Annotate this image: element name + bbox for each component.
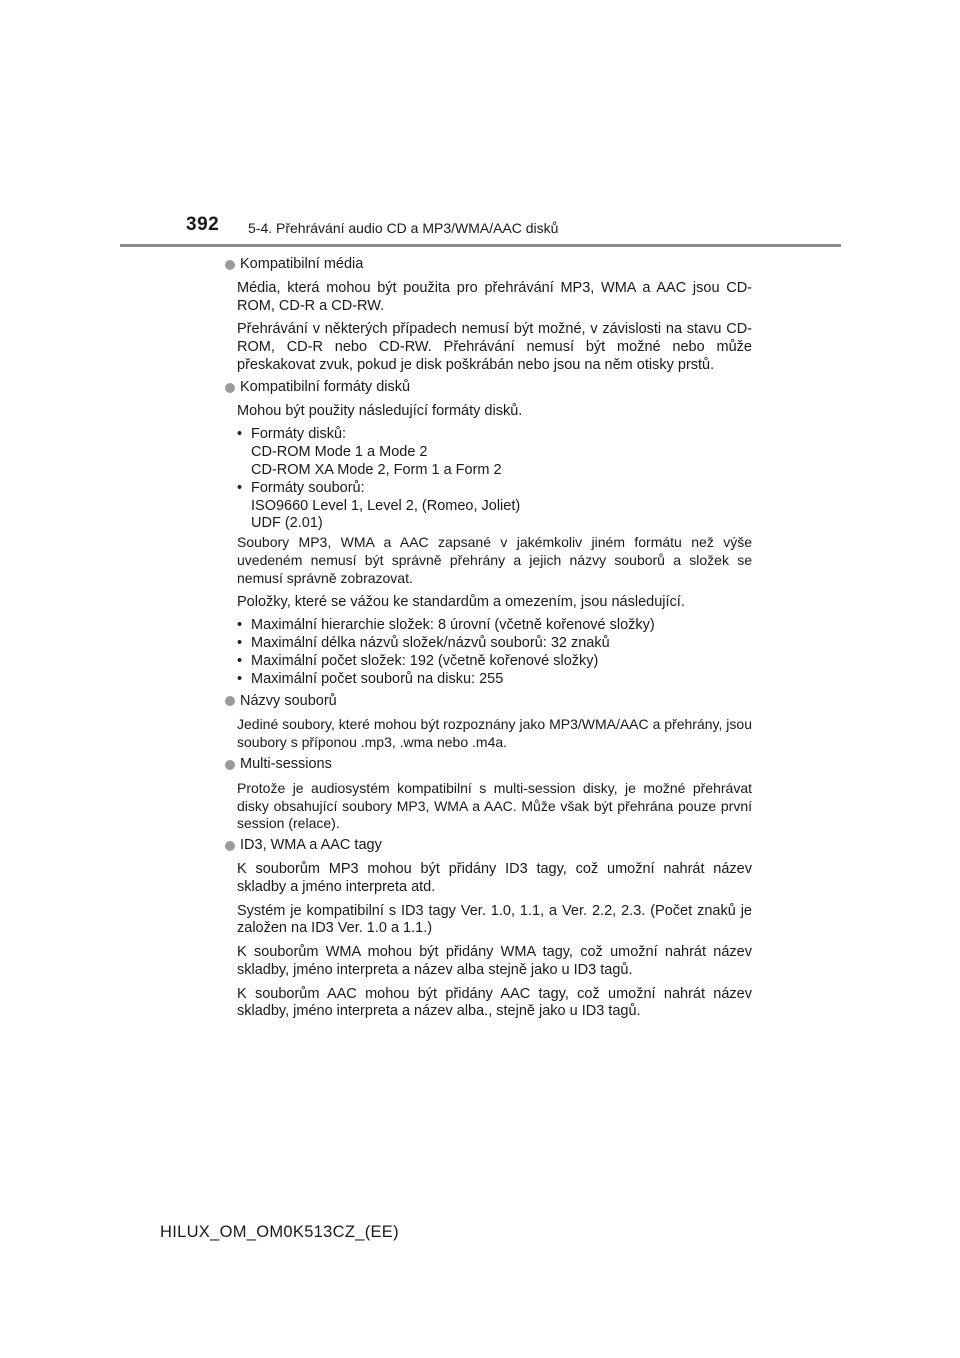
list-item-label: • Formáty disků: [251,426,347,443]
limits-list [237,617,752,688]
list-item: • Maximální počet složek: 192 (včetně kořenové složky) [237,653,752,671]
paragraph: Jediné soubory, které mohou být rozpoznány jako MP3/WMA/AAC a přehrány, jsou soubory s příponou .mp3, .wma nebo .m4a. [237,716,752,751]
section-title: 5-4. Přehrávání audio CD a MP3/WMA/AAC disků [248,220,559,236]
paragraph: Soubory MP3, WMA a AAC zapsané v jakémkoliv jiném formátu než výše uvedeném nemusí být správně přehrány a jejich názvy souborů a složek se nemusí správně zobrazovat. [237,534,752,586]
page-number: 392 [186,214,220,235]
bullet-icon [225,841,235,851]
section-heading: Multi-sessions [240,755,332,772]
page-content [224,254,752,1025]
paragraph: Položky, které se vážou ke standardům a omezením, jsou následující. [237,593,685,610]
bullet-icon [225,383,235,393]
bullet-icon [225,260,235,270]
header-rule [120,244,841,247]
section-file-names [224,693,752,752]
format-list [237,426,752,533]
paragraph: K souborům WMA mohou být přidány WMA tagy, což umožní nahrát název skladby, jméno interpreta a název alba stejně jako u ID3 tagů. [237,944,752,978]
section-heading: Kompatibilní formáty disků [240,378,411,395]
paragraph: K souborům MP3 mohou být přidány ID3 tagy, což umožní nahrát název skladby a jméno interpreta atd. [237,860,752,895]
list-item: • Maximální počet souborů na disku: 255 [237,671,752,689]
bullet-icon [225,696,235,706]
section-heading: Kompatibilní média [240,256,364,272]
section-tags [224,837,752,1021]
list-item: • Maximální délka názvů složek/názvů souborů: 32 znaků [237,635,752,653]
paragraph: Média, která mohou být použita pro přehrávání MP3, WMA a AAC jsou CD-ROM, CD-R a CD-RW. [237,279,752,314]
paragraph: Systém je kompatibilní s ID3 tagy Ver. 1.0, 1.1, a Ver. 2.2, 2.3. (Počet znaků je založen na ID3 Ver. 1.0 a 1.1.) [237,902,752,937]
paragraph: Mohou být použity následující formáty disků. [237,402,523,419]
section-compatible-formats [224,379,752,689]
section-compatible-media [224,256,752,375]
paragraph: Protože je audiosystém kompatibilní s multi-session disky, je možné přehrávat disky obsahující soubory MP3, WMA a AAC. Může však být přehrána pouze první session (relace). [237,779,752,832]
list-item-detail: CD-ROM Mode 1 a Mode 2 [251,444,428,461]
footer-manual-code: HILUX_OM_OM0K513CZ_(EE) [160,1223,399,1241]
paragraph: Přehrávání v některých případech nemusí být možné, v závislosti na stavu CD-ROM, CD-R nebo CD-RW. Přehrávání nemusí být možné nebo může přeskakovat zvuk, pokud je disk poškrábán nebo jsou na něm otisky prstů. [237,321,752,373]
bullet-icon [225,760,235,770]
section-heading: ID3, WMA a AAC tagy [240,837,382,854]
list-item [237,480,752,533]
list-item [237,426,752,479]
section-multi-sessions [224,756,752,833]
list-item-detail: CD-ROM XA Mode 2, Form 1 a Form 2 [251,461,502,478]
list-item-detail: UDF (2.01) [251,515,323,532]
list-item: • Maximální hierarchie složek: 8 úrovní (včetně kořenové složky) [237,617,752,635]
paragraph: K souborům AAC mohou být přidány AAC tagy, což umožní nahrát název skladby, jméno interpreta a název alba., stejně jako u ID3 tagů. [237,985,752,1020]
list-item-label: • Formáty souborů: [251,479,365,496]
section-heading: Názvy souborů [240,692,337,709]
list-item-detail: ISO9660 Level 1, Level 2, (Romeo, Joliet) [251,497,521,514]
